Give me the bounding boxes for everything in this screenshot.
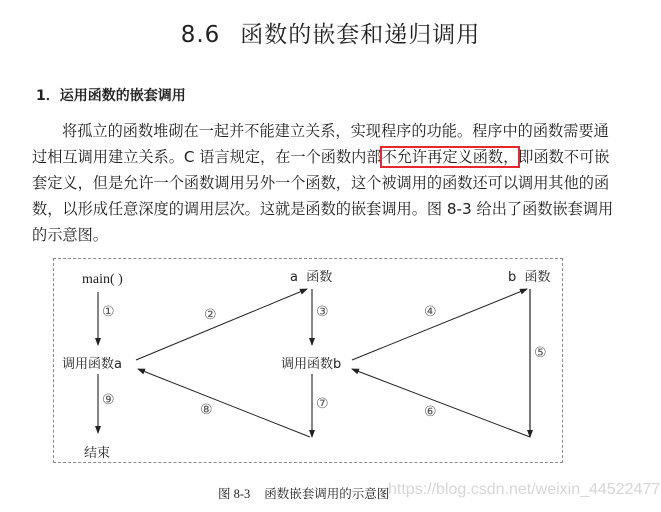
figure-number: 图 8-3 (218, 487, 251, 501)
step-label-2: ② (204, 307, 217, 323)
step-label-1: ① (102, 304, 115, 320)
figure-caption-text: 函数嵌套调用的示意图 (264, 486, 390, 501)
step-label-9: ⑨ (102, 392, 115, 408)
step-label-4: ④ (424, 304, 437, 320)
paragraph-line-1: 将孤立的函数堆砌在一起并不能建立关系，实现程序的功能。程序中的函数需要通 (62, 122, 609, 140)
node-func-a: a 函数 (290, 270, 333, 285)
node-end: 结束 (84, 446, 111, 461)
highlighted-phrase: 不允许再定义函数， (381, 148, 519, 166)
node-call-b: 调用函数b (281, 357, 342, 372)
subsection-title: 1．运用函数的嵌套调用 (36, 88, 186, 104)
step-label-8: ⑧ (200, 402, 213, 418)
step-label-5: ⑤ (534, 345, 547, 361)
node-main: main( ) (82, 272, 123, 287)
section-title-text: 函数的嵌套和递归调用 (240, 22, 481, 48)
arrow-step-6 (352, 369, 530, 437)
node-call-a: 调用函数a (62, 357, 122, 372)
step-label-6: ⑥ (424, 404, 437, 420)
figure-caption (218, 484, 389, 502)
paragraph-line-2 (32, 144, 622, 170)
highlighted-text: 不允许再定义函数 (381, 148, 504, 166)
section-title (0, 16, 661, 49)
section-number: 8.6 (180, 22, 221, 48)
watermark: https://blog.csdn.net/weixin_44522477 (388, 481, 661, 498)
arrow-step-2 (136, 289, 307, 360)
paragraph-line-2-pre: 过相互调用建立关系。C 语言规定，在一个函数内部 (32, 148, 382, 166)
nested-call-diagram (53, 258, 563, 463)
step-label-7: ⑦ (316, 396, 329, 412)
paragraph-line-5: 的示意图。 (32, 226, 108, 244)
paragraph-line-3: 套定义，但是允许一个函数调用另外一个函数，这个被调用的函数还可以调用其他的函 (32, 174, 610, 192)
paragraph-line-2-post: 即函数不可嵌 (518, 148, 610, 166)
body-paragraph (32, 118, 622, 248)
arrow-step-4 (352, 289, 527, 360)
step-label-3: ③ (316, 304, 329, 320)
node-func-b: b 函数 (508, 270, 551, 285)
arrow-step-8 (138, 369, 310, 437)
paragraph-line-4: 数，以形成任意深度的调用层次。这就是函数的嵌套调用。图 8-3 给出了函数嵌套调用 (32, 200, 614, 218)
